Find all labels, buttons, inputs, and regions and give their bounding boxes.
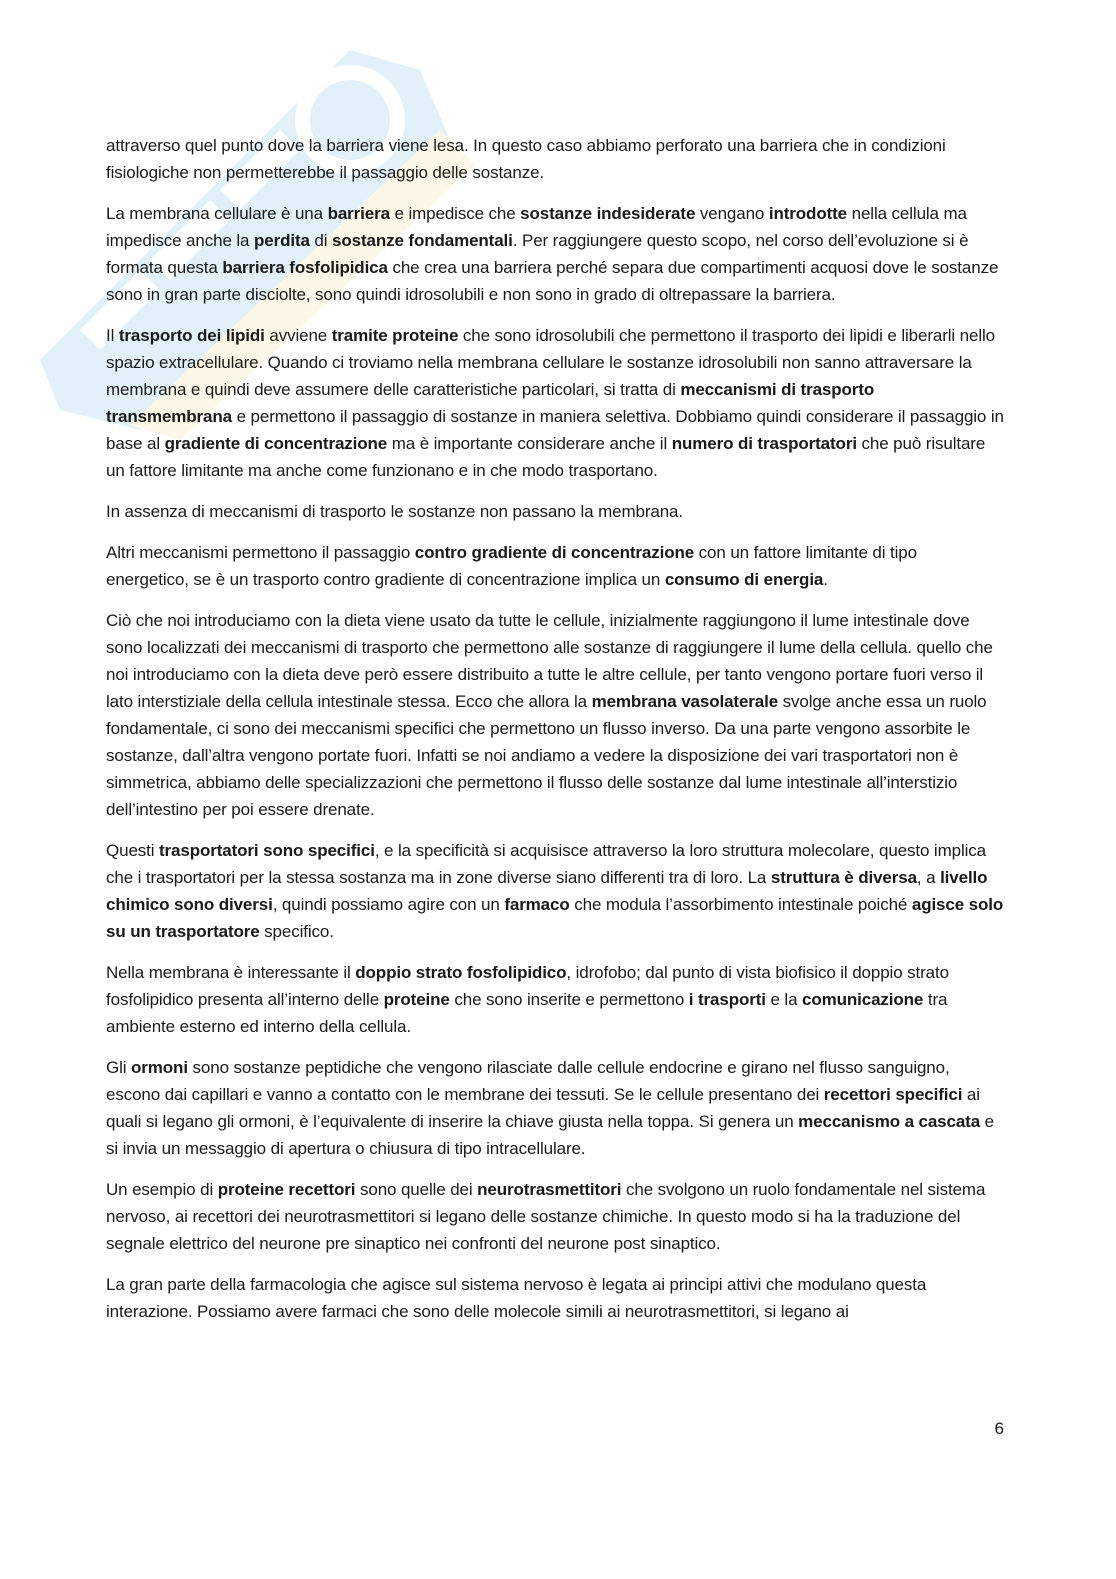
bold-term: farmaco — [504, 895, 570, 914]
paragraph — [106, 1054, 1004, 1162]
bold-term: i trasporti — [688, 990, 766, 1009]
text-run: di — [309, 231, 333, 250]
bold-term: trasporto dei lipidi — [118, 326, 265, 345]
text-run: Altri meccanismi permettono il passaggio — [106, 543, 415, 562]
bold-term: neurotrasmettitori — [477, 1180, 622, 1199]
bold-term: sostanze fondamentali — [332, 231, 513, 250]
text-run: Un esempio di — [106, 1180, 218, 1199]
text-run: Gli — [106, 1058, 132, 1077]
text-run: nella cellula ma impedisce anche la — [106, 204, 967, 250]
text-run: e permettono il passaggio di sostanze in maniera selettiva. Dobbiamo quindi considerare il passaggio in base al — [106, 407, 1004, 453]
text-run: La membrana cellulare è una — [106, 204, 328, 223]
bold-term: proteine recettori — [217, 1180, 356, 1199]
paragraph — [106, 1271, 1004, 1325]
text-run: . — [823, 570, 828, 589]
paragraph — [106, 1176, 1004, 1257]
text-run: Ciò che noi introduciamo con la dieta viene usato da tutte le cellule, inizialmente raggiungono il lume intestinale dove sono localizzati dei meccanismi di trasporto che permettono alle sostanze di raggiungere il lume della cellula. quello che noi introduciamo con la dieta deve però essere distribuito a tutte le altre cellule, per tanto vengono portare fuori verso il lato interstiziale della cellula intestinale stessa. Ecco che allora la — [106, 611, 993, 711]
text-run: avviene — [264, 326, 332, 345]
bold-term: meccanismi di trasporto transmembrana — [106, 380, 875, 426]
bold-term: struttura è diversa — [770, 868, 917, 887]
text-run: sono sostanze peptidiche che vengono rilasciate dalle cellule endocrine e girano nel flusso sanguigno, escono dai capillari e vanno a contatto con le membrane dei tessuti. Se le cellule presentano dei — [106, 1058, 950, 1104]
paragraph — [106, 498, 1004, 525]
bold-term: barriera — [327, 204, 390, 223]
text-run: svolge anche essa un ruolo fondamentale, ci sono dei meccanismi specifici che permettono un flusso inverso. Da una parte vengono assorbite le sostanze, dall’altra vengono portate fuori. Infatti se noi andiamo a vedere la disposizione dei vari trasportatori non è simmetrica, abbiamo delle specializzazioni che permettono il flusso delle sostanze dal lume intestinale all’interstizio dell’intestino per poi essere drenate. — [106, 692, 987, 819]
text-run: che modula l’assorbimento intestinale poiché — [569, 895, 912, 914]
text-run: specifico. — [259, 922, 334, 941]
bold-term: barriera fosfolipidica — [222, 258, 388, 277]
bold-term: consumo di energia — [664, 570, 824, 589]
bold-term: livello chimico sono diversi — [106, 868, 988, 914]
text-run: e impedisce che — [389, 204, 521, 223]
bold-term: comunicazione — [802, 990, 924, 1009]
document-body — [106, 132, 1004, 1339]
bold-term: tramite proteine — [331, 326, 459, 345]
text-run: che crea una barriera perché separa due compartimenti acquosi dove le sostanze sono in gran parte disciolte, sono quindi idrosolubili e non sono in grado di oltrepassare la barriera. — [106, 258, 999, 304]
paragraph — [106, 607, 1004, 823]
bold-term: membrana vasolaterale — [591, 692, 779, 711]
bold-term: gradiente di concentrazione — [164, 434, 388, 453]
bold-term: numero di trasportatori — [671, 434, 857, 453]
text-run: , idrofobo; dal punto di vista biofisico il doppio strato fosfolipidico presenta all’interno delle — [106, 963, 949, 1009]
paragraph — [106, 132, 1004, 186]
bold-term: trasportatori sono specifici — [159, 841, 375, 860]
text-run: Questi — [106, 841, 160, 860]
bold-term: proteine — [383, 990, 450, 1009]
text-run: ai quali si legano gli ormoni, è l’equivalente di inserire la chiave giusta nella toppa. Si genera un — [106, 1085, 980, 1131]
text-run: , a — [916, 868, 941, 887]
text-run: In assenza di meccanismi di trasporto le sostanze non passano la membrana. — [106, 502, 683, 521]
paragraph — [106, 322, 1004, 484]
text-run: con un fattore limitante di tipo energetico, se è un trasporto contro gradiente di concentrazione implica un — [106, 543, 917, 589]
text-run: . Per raggiungere questo scopo, nel corso dell’evoluzione si è formata questa — [106, 231, 969, 277]
paragraph — [106, 959, 1004, 1040]
text-run: ma è importante considerare anche il — [387, 434, 672, 453]
bold-term: introdotte — [768, 204, 848, 223]
paragraph — [106, 200, 1004, 308]
bold-term: agisce solo su un trasportatore — [106, 895, 1004, 941]
text-run: tra ambiente esterno ed interno della cellula. — [106, 990, 948, 1036]
bold-term: meccanismo a cascata — [798, 1112, 981, 1131]
paragraph — [106, 837, 1004, 945]
text-run: che sono inserite e permettono — [449, 990, 689, 1009]
text-run: Il — [106, 326, 119, 345]
bold-term: recettori specifici — [823, 1085, 963, 1104]
page-number: 6 — [994, 1419, 1004, 1438]
text-run: La gran parte della farmacologia che agisce sul sistema nervoso è legata ai principi attivi che modulano questa interazione. Possiamo avere farmaci che sono delle molecole simili ai neurotrasmettitori, si legano ai — [106, 1275, 927, 1321]
bold-term: sostanze indesiderate — [520, 204, 696, 223]
text-run: e si invia un messaggio di apertura o chiusura di tipo intracellulare. — [106, 1112, 995, 1158]
text-run: vengano — [695, 204, 769, 223]
text-run: attraverso quel punto dove la barriera viene lesa. In questo caso abbiamo perforato una barriera che in condizioni fisiologiche non permetterebbe il passaggio delle sostanze. — [106, 136, 946, 182]
text-run: , e la specificità si acquisisce attraverso la loro struttura molecolare, questo implica che i trasportatori per la stessa sostanza ma in zone diverse siano differenti tra di loro. La — [106, 841, 986, 887]
text-run: che svolgono un ruolo fondamentale nel sistema nervoso, ai recettori dei neurotrasmettitori si legano delle sostanze chimiche. In questo modo si ha la traduzione del segnale elettrico del neurone pre sinaptico nei confronti del neurone post sinaptico. — [106, 1180, 986, 1253]
bold-term: contro gradiente di concentrazione — [414, 543, 695, 562]
bold-term: doppio strato fosfolipidico — [355, 963, 567, 982]
text-run: che sono idrosolubili che permettono il trasporto dei lipidi e liberarli nello spazio extracellulare. Quando ci troviamo nella membrana cellulare le sostanze idrosolubili non sanno attraversare la membrana e quindi deve assumere delle caratteristiche particolari, si tratta di — [106, 326, 996, 399]
paragraph — [106, 539, 1004, 593]
bold-term: ormoni — [131, 1058, 188, 1077]
bold-term: perdita — [253, 231, 310, 250]
text-run: che può risultare un fattore limitante ma anche come funzionano e in che modo trasportano. — [106, 434, 986, 480]
text-run: e la — [765, 990, 803, 1009]
text-run: Nella membrana è interessante il — [106, 963, 356, 982]
text-run: sono quelle dei — [355, 1180, 478, 1199]
text-run: , quindi possiamo agire con un — [272, 895, 505, 914]
